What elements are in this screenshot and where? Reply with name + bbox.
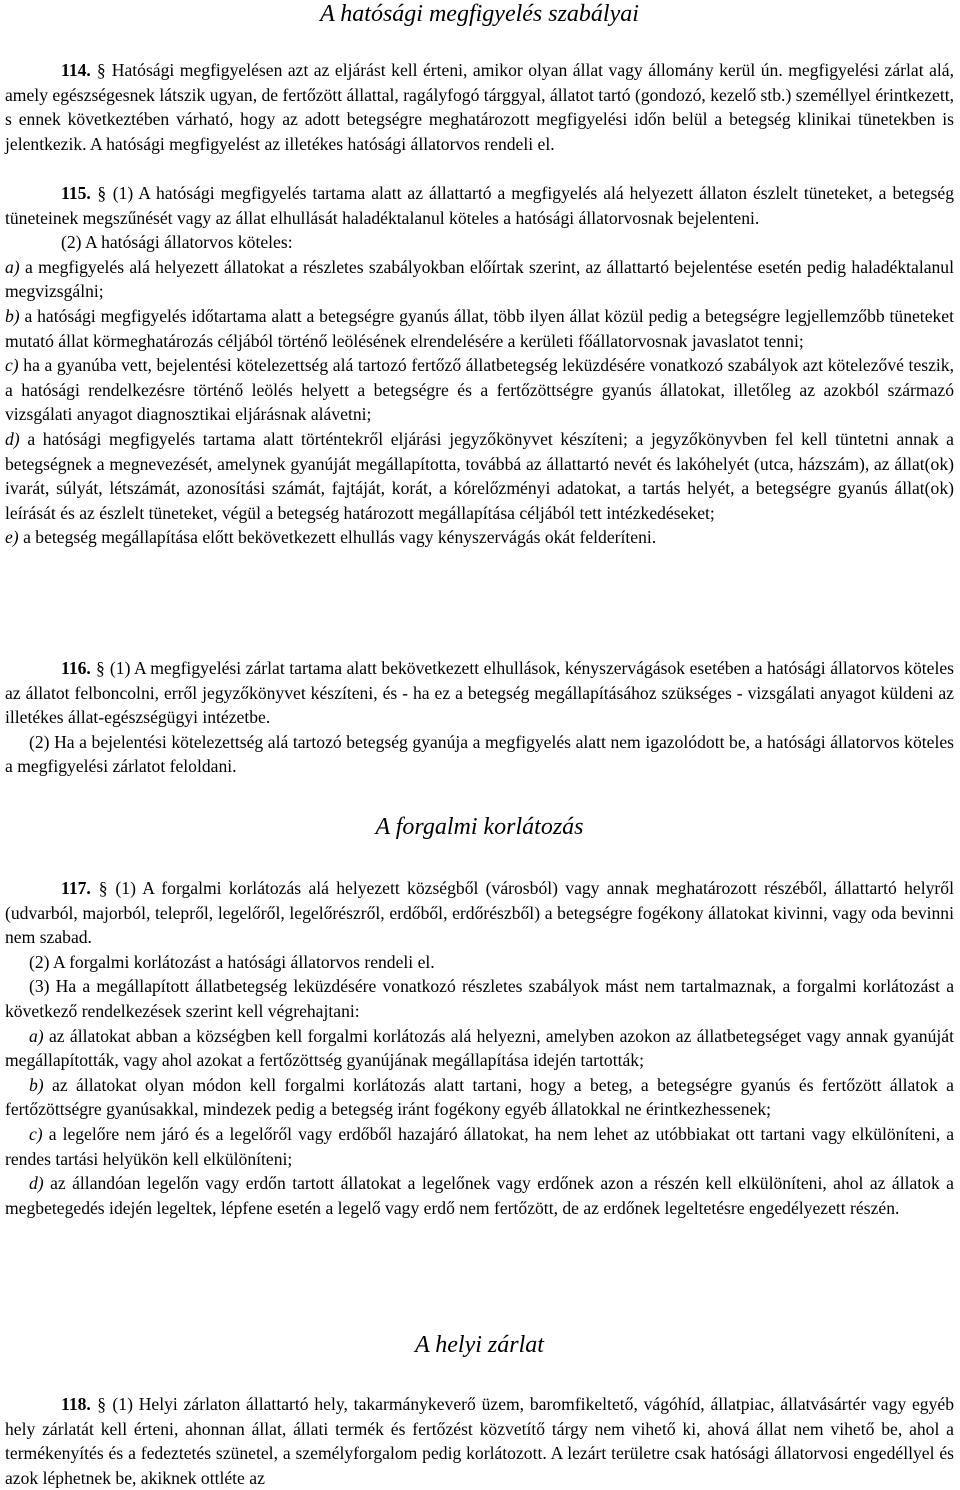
list-label: e) bbox=[5, 527, 19, 548]
paragraph-text: (2) Ha a bejelentési kötelezettség alá tartozó betegség gyanúja a megfigyelés alatt nem igazolódott be, a hatósági állatorvos köteles a megfigyelési zárlatot feloldani. bbox=[5, 731, 954, 777]
list-text: a hatósági megfigyelés tartama alatt történtekről eljárási jegyzőkönyvet készíteni; a jegyzőkönyvben fel kell tüntetni annak a betegségnek a megnevezését, amelynek gyanúját megállapította, továbbá az állattartó nevét és lakóhelyét (utca, házszám), az állat(ok) ivarát, súlyát, létszámát, azonosítási számát, fajtáját, korát, a kórelőzményi adatokat, a tartás helyét, a betegségre gyanús állat(ok) leírását és az észlelt tüneteket, végül a betegség határozott megállapítása céljából tett intézkedéseket; bbox=[5, 428, 954, 523]
section-heading: A helyi zárlat bbox=[415, 1332, 544, 1358]
paragraph-115-1 bbox=[5, 181, 954, 230]
list-text: a betegség megállapítása előtt bekövetkezett elhullás vagy kényszervágás okát felderíteni. bbox=[23, 527, 657, 548]
section-114 bbox=[5, 58, 954, 156]
list-text: az állatokat olyan módon kell forgalmi korlátozás alatt tartani, hogy a beteg, a betegségre gyanús és fertőzött állatok a fertőzöttségre gyanúsakkal, mindezek pedig a betegség iránt fogékony egyéb állatokkal ne érintkezhessenek; bbox=[5, 1074, 954, 1120]
paragraph-text: (1) A hatósági megfigyelés tartama alatt az állattartó a megfigyelés alá helyezett állaton észlelt tüneteket, a betegség tüneteinek megszűnését vagy az állat elhullását haladéktalanul köteles a hatósági állatorvosnak bejelenteni. bbox=[5, 183, 954, 228]
paragraph-116-1 bbox=[5, 656, 954, 730]
list-label: c) bbox=[29, 1123, 43, 1144]
section-116 bbox=[5, 656, 954, 779]
list-text: az állatokat abban a községben kell forgalmi korlátozás alá helyezni, amelyben azokon az állatbetegséget vagy annak gyanúját megállapították, vagy ahol azokat a fertőzöttség gyanújának megállapítása idején tartották; bbox=[5, 1025, 954, 1071]
paragraph-text: (3) Ha a megállapított állatbetegség leküzdésére vonatkozó részletes szabályok mást nem tartalmaznak, a forgalmi korlátozást a következő rendelkezések szerint kell végrehajtani: bbox=[5, 976, 954, 1021]
paragraph-sign-icon: § bbox=[96, 60, 106, 80]
list-text: az állandóan legelőn vagy erdőn tartott állatokat a legelőnek vagy erdőnek azon a részén kell elkülöníteni, ahol az állatok a megbetegedés idején legeltek, lépfene esetén a legelő vagy erdő nem fertőzött, de az erdőnek legeltetésre engedélyezett részén. bbox=[5, 1173, 954, 1218]
list-label: a) bbox=[5, 256, 20, 277]
section-number: 118. bbox=[61, 1394, 91, 1414]
list-text: ha a gyanúba vett, bejelentési kötelezettség alá tartozó fertőző állatbetegség leküzdésére vonatkozó szabályok azt kötelezővé teszik, a hatósági rendelkezésre történő leölés helyett a betegségre és a fertőzöttségre gyanús állatokat, illetőleg az azokból származó vizsgálati anyagot diagnosztikai eljárásnak alávetni; bbox=[5, 355, 954, 425]
section-heading-forgalmi-wrap bbox=[5, 812, 954, 842]
list-label: c) bbox=[5, 355, 19, 376]
section-number: 114. bbox=[61, 60, 91, 80]
doc-title-wrap bbox=[5, 0, 954, 29]
paragraph-115-2 bbox=[5, 230, 954, 255]
paragraph-117-2 bbox=[5, 950, 954, 975]
paragraph-text: Hatósági megfigyelésen azt az eljárást kell érteni, amikor olyan állat vagy állomány kerül ún. megfigyelési zárlat alá, amely egészségesnek látszik ugyan, de fertőzött állattal, ragályfogó tárggyal, állatot tartó (gondozó, kezelő stb.) személlyel érintkezett, s ennek következtében várható, hogy az adott betegségre meghatározott megfigyelési időn belül a betegség klinikai tünetekben is jelentkezik. A hatósági megfigyelést az illetékes hatósági állatorvos rendeli el. bbox=[5, 60, 954, 154]
paragraph-text: (1) A megfigyelési zárlat tartama alatt bekövetkezett elhullások, kényszervágások esetében a hatósági állatorvos köteles az állatot felboncolni, erről jegyzőkönyvet készíteni, és - ha ez a betegség megállapításához szükséges - vizsgálati anyagot küldeni az illetékes állat-egészségügyi intézetbe. bbox=[5, 658, 954, 728]
paragraph-text: (2) A forgalmi korlátozást a hatósági állatorvos rendeli el. bbox=[29, 951, 435, 972]
list-item-115-a bbox=[5, 255, 954, 304]
paragraph-text: (1) Helyi zárlaton állattartó hely, takarmánykeverő üzem, baromfikeltető, vágóhíd, állatpiac, állatvásártér vagy egyéb hely zárlatát kell érteni, ahonnan állat, állati termék és fertőzést közvetítő tárgy nem vihető ki, ahová állat nem vihető be, ahol a termékenyítés és a fedeztetés szünetel, a személyforgalom pedig korlátozott. A lezárt területre csak hatósági állatorvosi engedéllyel és azok léphetnek be, akiknek ottléte az bbox=[5, 1394, 955, 1488]
section-number: 116. bbox=[61, 658, 91, 678]
list-item-115-c bbox=[5, 353, 954, 427]
list-item-115-e bbox=[5, 525, 954, 550]
paragraph-sign-icon: § bbox=[97, 183, 107, 203]
list-item-117-a bbox=[5, 1024, 954, 1073]
list-text: a hatósági megfigyelés időtartama alatt a betegségre gyanús állat, több ilyen állat közül pedig a betegségre legjellemzőbb tüneteket mutató állat körmeghatározás céljából történő leölésének elrendelésére a kerületi főállatorvosnak javaslatot tenni; bbox=[5, 305, 954, 351]
doc-title: A hatósági megfigyelés szabályai bbox=[320, 1, 639, 27]
section-heading-helyi-wrap bbox=[5, 1330, 954, 1360]
list-item-117-d bbox=[5, 1171, 954, 1220]
paragraph-116-2 bbox=[5, 730, 954, 779]
paragraph-sign-icon: § bbox=[97, 1394, 107, 1414]
section-heading: A forgalmi korlátozás bbox=[375, 814, 584, 840]
paragraph-text: (1) A forgalmi korlátozás alá helyezett községből (városból) vagy annak meghatározott részéből, állattartó helyről (udvarból, majorból, telepről, legelőről, legelőrészről, erdőből, erdőrészből) a betegségre fogékony állatokat kivinni, vagy oda bevinni nem szabad. bbox=[5, 878, 954, 948]
section-118 bbox=[5, 1392, 954, 1490]
paragraph-117-1 bbox=[5, 876, 954, 950]
list-label: b) bbox=[29, 1074, 44, 1095]
section-number: 115. bbox=[61, 183, 91, 203]
paragraph-sign-icon: § bbox=[95, 658, 105, 678]
section-117 bbox=[5, 876, 954, 1220]
list-label: b) bbox=[5, 305, 20, 326]
paragraph-text: (2) A hatósági állatorvos köteles: bbox=[61, 232, 293, 253]
section-115 bbox=[5, 181, 954, 550]
paragraph-114 bbox=[5, 58, 954, 156]
section-number: 117. bbox=[61, 878, 91, 898]
paragraph-117-3 bbox=[5, 974, 954, 1023]
paragraph-sign-icon: § bbox=[98, 878, 108, 898]
list-text: a megfigyelés alá helyezett állatokat a részletes szabályokban előírtak szerint, az állattartó bejelentése esetén pedig haladéktalanul megvizsgálni; bbox=[5, 256, 954, 302]
list-item-117-c bbox=[5, 1122, 954, 1171]
list-text: a legelőre nem járó és a legelőről vagy erdőből hazajáró állatokat, ha nem lehet az utóbbiakat ott tartani vagy elkülöníteni, a rendes tartási helyükön kell elkülöníteni; bbox=[5, 1123, 954, 1169]
list-label: d) bbox=[5, 428, 20, 449]
list-item-115-d bbox=[5, 427, 954, 525]
list-label: a) bbox=[29, 1025, 44, 1046]
paragraph-118-1 bbox=[5, 1392, 954, 1490]
list-item-115-b bbox=[5, 304, 954, 353]
list-item-117-b bbox=[5, 1073, 954, 1122]
list-label: d) bbox=[29, 1173, 44, 1194]
